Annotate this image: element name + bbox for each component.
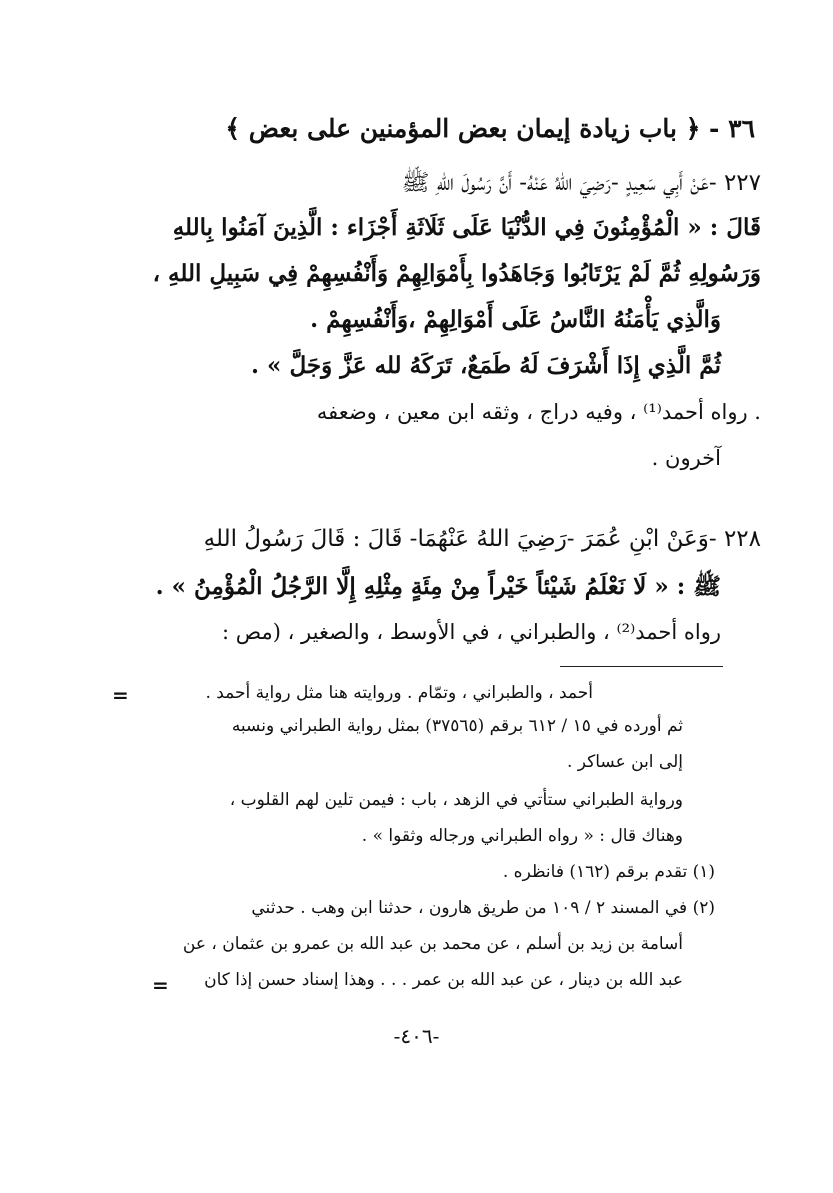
footnote-continuation-line-3: إلى ابن عساكر . [566,752,683,772]
footnote-continuation-mark: = [112,683,129,707]
hadith-227-line-5: ثُمَّ الَّذِي إِذَا أَشْرَفَ لَهُ طَمَعٌ، تَرَكَهُ لله عَزَّ وَجَلَّ » . [251,352,721,379]
hadith-227-line-1: ٢٢٧ -عَنْ أَبِي سَعِيدٍ -رَضِيَ اللهُ عَنْهُ- أَنَّ رَسُولَ اللهِ ﷺ [401,170,761,196]
footnote-continuation-line-2: ثم أورده في ١٥ / ٦١٢ برقم (٣٧٥٦٥) بمثل رواية الطبراني ونسبه [231,716,683,736]
footnote-2-line-3: عبد الله بن دينار ، عن عبد الله بن عمر . . . وهذا إسناد حسن إذا كان [204,970,683,990]
footnote-continuation-line-4: ورواية الطبراني ستأتي في الزهد ، باب : فيمن تلين لهم القلوب ، [229,790,683,810]
hadith-228-line-1: ٢٢٨ -وَعَنْ ابْنِ عُمَرَ -رَضِيَ اللهُ عَنْهُمَا- قَالَ : قَالَ رَسُولُ اللهِ [203,526,761,552]
hadith-227-takhrij-line-1: . رواه أحمد⁽¹⁾ ، وفيه دراج ، وثقه ابن معين ، وضعفه [316,400,761,424]
footnote-end-mark: = [152,973,169,997]
footnote-2-line-1: (٢) في المسند ٢ / ١٠٩ من طريق هارون ، حدثنا ابن وهب . حدثني [251,898,715,918]
hadith-227-line-3: وَرَسُولِهِ ثُمَّ لَمْ يَرْتَابُوا وَجَاهَدُوا بِأَمْوَالِهِمْ وَأَنْفُسِهِمْ فِي سَبِيلِ اللهِ ، [152,260,761,287]
hadith-227-line-4: وَالَّذِي يَأْمَنُهُ النَّاسُ عَلَى أَمْوَالِهِمْ ،وَأَنْفُسِهِمْ . [310,306,721,333]
hadith-227-takhrij-line-2: آخرون . [651,446,721,470]
hadith-227-line-2: قَالَ : « الْمُؤْمِنُونَ فِي الدُّنْيَا عَلَى ثَلَاثَةِ أَجْزَاء : الَّذِينَ آمَنُوا بِاللهِ [172,214,761,241]
footnote-2-line-2: أسامة بن زيد بن أسلم ، عن محمد بن عبد الله بن عمرو بن عثمان ، عن [182,934,683,954]
footnote-separator [560,666,723,667]
footnote-continuation-line-1: أحمد ، والطبراني ، وتمّام . وروايته هنا مثل رواية أحمد . [205,683,593,703]
page-number: -٤٠٦- [393,1024,440,1048]
footnote-continuation-line-5: وهناك قال : « رواه الطبراني ورجاله وثقوا » . [361,826,683,846]
hadith-228-takhrij-line-1: رواه أحمد⁽²⁾ ، والطبراني ، في الأوسط ، والصغير ، (مص : [222,620,721,644]
footnote-1: (١) تقدم برقم (١٦٢) فانظره . [502,862,715,882]
hadith-228-line-2: ﷺ : « لَا نَعْلَمُ شَيْئاً خَيْراً مِنْ مِئَةٍ مِثْلِهِ إِلَّا الرَّجُلُ الْمُؤْمِنُ » . [155,573,721,600]
chapter-title: ٣٦ - ﴿ باب زيادة إيمان بعض المؤمنين على بعض ﴾ [225,114,755,143]
